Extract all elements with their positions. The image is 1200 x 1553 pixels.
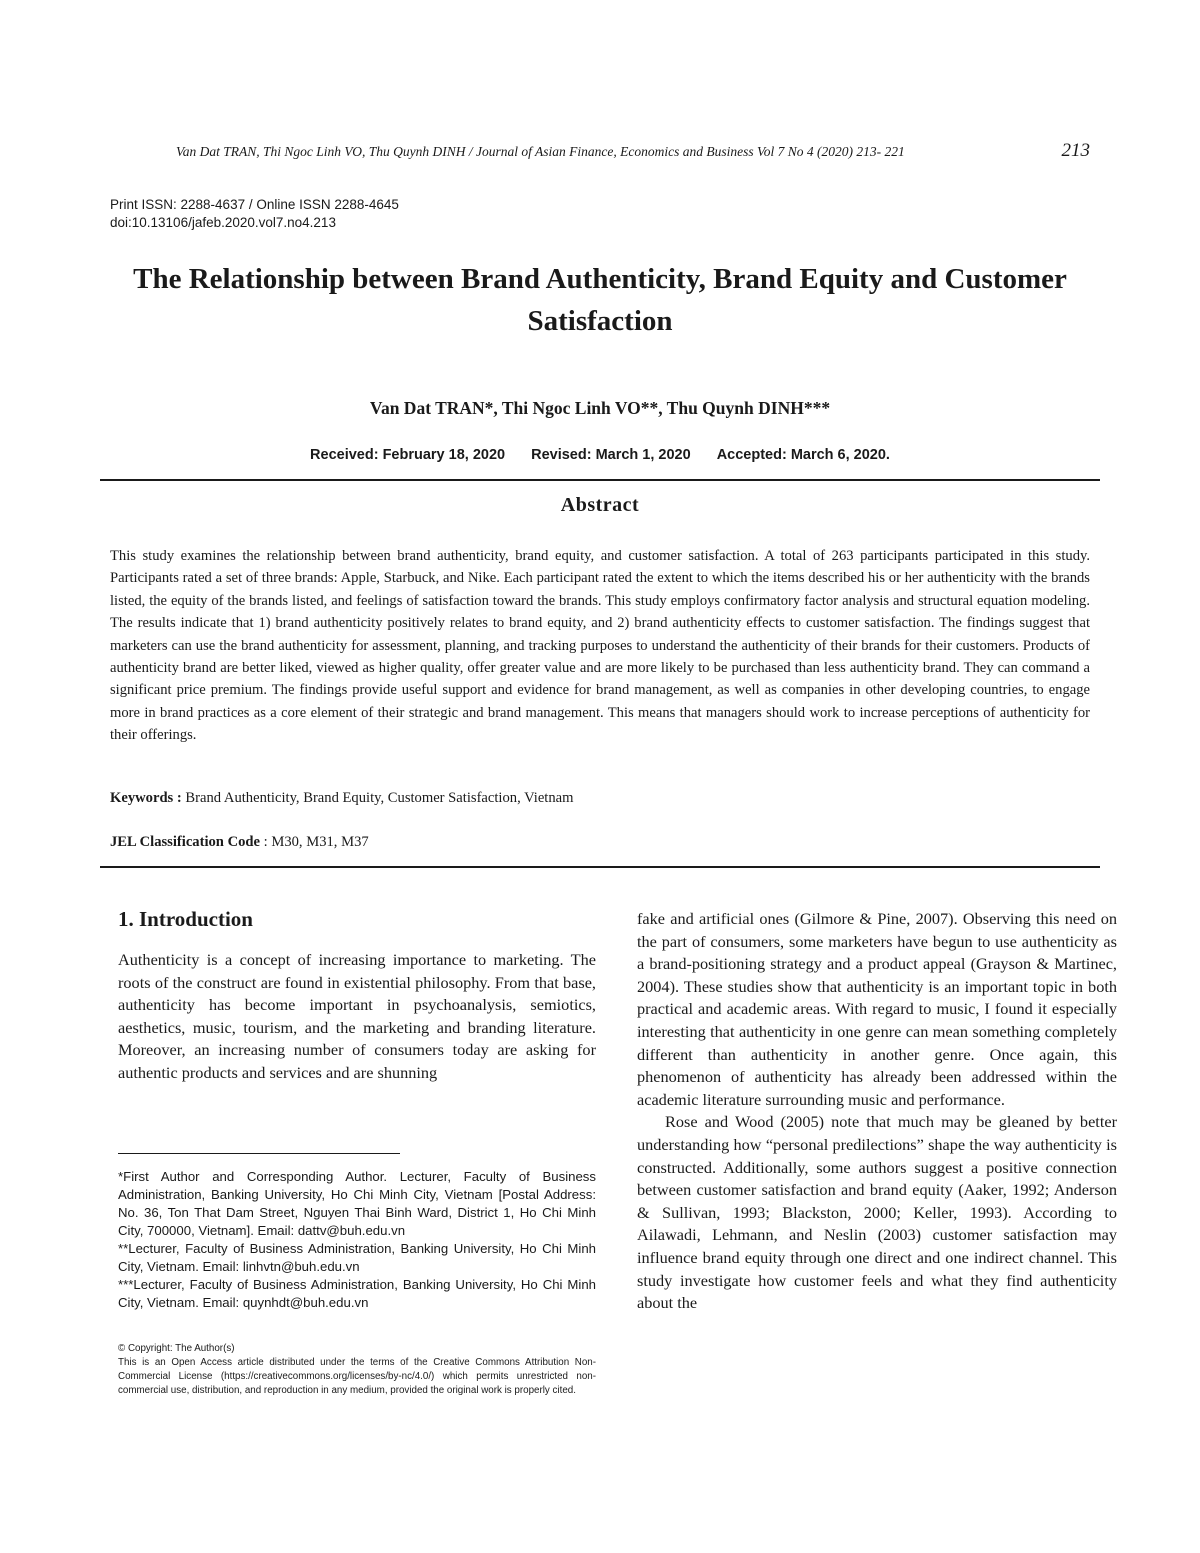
keywords [110,790,1090,807]
keywords-label: Keywords : [110,790,182,806]
right-column [637,908,1117,1315]
license-text: This is an Open Access article distributed under the terms of the Creative Commons Attribution Non-Commercial License (https://creativecommons.org/licenses/by-nc/4.0/) which permits unrestricted non-commercial use, distribution, and reproduction in any medium, provided the original work is properly cited. [118,1357,596,1396]
abstract-body: This study examines the relationship between brand authenticity, brand equity, and customer satisfaction. A total of 263 participants participated in this study. Participants rated a set of three brands: Apple, Starbuck, and Nike. Each participant rated the extent to which the items described his or her authenticity with the brands listed, the equity of the brands listed, and feelings of satisfaction toward the brands. This study employs confirmatory factor analysis and structural equation modeling. The results indicate that 1) brand authenticity positively relates to brand equity, and 2) brand authenticity effects to customer satisfaction. The findings suggest that marketers can use the brand authenticity for assessment, planning, and tracking purposes to understand the authenticity of their brands for their customers. Products of authenticity brand are better liked, viewed as higher quality, offer greater value and are more likely to be purchased than less authenticity brand. They can command a significant price premium. The findings provide useful support and evidence for brand management, as well as companies in other developing countries, to engage more in brand practices as a core element of their strategic and brand management. This means that managers should work to increase perceptions of authenticity for their offerings. [110,548,1090,744]
jel-value: : M30, M31, M37 [260,834,369,850]
running-header [150,140,1090,164]
issn-line: Print ISSN: 2288-4637 / Online ISSN 2288-4645 [110,197,399,212]
revised-date: Revised: March 1, 2020 [531,447,691,463]
author-list: Van Dat TRAN*, Thi Ngoc Linh VO**, Thu Quynh DINH*** [369,398,831,418]
jel-classification [110,834,1090,851]
intro-paragraph-2: Rose and Wood (2005) note that much may be gleaned by better understanding how “personal predilections” shape the way authenticity is constructed. Additionally, some authors suggest a positive connection between customer satisfaction and brand equity (Aaker, 1992; Anderson & Sullivan, 1993; Blackston, 2000; Keller, 1993). According to Ailawadi, Lehmann, and Neslin (2003) customer satisfaction may influence brand equity through one direct and one indirect channel. This study investigate how customer feels and what they find authenticity about the [637,1112,1117,1313]
paper-title: The Relationship between Brand Authenticity, Brand Equity and Customer Satisfaction [133,263,1067,337]
footnote-third-author: ***Lecturer, Faculty of Business Administration, Banking University, Ho Chi Minh City, Vietnam. Email: quynhdt@buh.edu.vn [118,1277,596,1310]
issn-block [110,196,399,232]
top-divider [100,479,1100,481]
keywords-value: Brand Authenticity, Brand Equity, Customer Satisfaction, Vietnam [181,790,574,806]
intro-paragraph-1-continued: fake and artificial ones (Gilmore & Pine, 2007). Observing this need on the part of consumers, some marketers have begun to use authenticity as a brand-positioning strategy and a product appeal (Grayson & Martinec, 2004). These studies show that authenticity is an important topic in both practical and academic areas. With regard to music, I found it especially interesting that authenticity in one genre can mean something completely different than authenticity in another genre. Once again, this phenomenon of authenticity has already been addressed within the academic literature surrounding music and performance. [637,909,1117,1109]
accepted-date: Accepted: March 6, 2020. [716,447,890,463]
received-date: Received: February 18, 2020 [310,447,506,463]
abstract-heading: Abstract [560,494,640,516]
submission-dates [100,447,1100,463]
author-footnotes [118,1168,596,1312]
intro-paragraph-1: Authenticity is a concept of increasing importance to marketing. The roots of the construct are found in existential philosophy. From that base, authenticity has become important in psychoanalysis, semiotics, aesthetics, music, tourism, and the marketing and branding literature. Moreover, an increasing number of consumers today are asking for authentic products and services and are shunning [118,950,596,1082]
copyright-line: © Copyright: The Author(s) [118,1343,235,1354]
doi-line: doi:10.13106/jafeb.2020.vol7.no4.213 [110,215,336,230]
left-column [118,905,596,1085]
footnote-divider [118,1153,400,1154]
section-heading-introduction: 1. Introduction [118,907,253,931]
jel-label: JEL Classification Code [110,834,261,850]
page-number: 213 [1061,140,1090,161]
running-header-text: Van Dat TRAN, Thi Ngoc Linh VO, Thu Quynh DINH / Journal of Asian Finance, Economics and Business Vol 7 No 4 (2020) 213- 221 [176,144,905,159]
bottom-divider [100,866,1100,868]
footnote-first-author: *First Author and Corresponding Author. Lecturer, Faculty of Business Administration, Banking University, Ho Chi Minh City, Vietnam [Postal Address: No. 36, Ton That Dam Street, Nguyen Thai Binh Ward, District 1, Ho Chi Minh City, 700000, Vietnam]. Email: dattv@buh.edu.vn [118,1169,596,1238]
copyright-notice [118,1342,596,1398]
footnote-second-author: **Lecturer, Faculty of Business Administration, Banking University, Ho Chi Minh City, Vietnam. Email: linhvtn@buh.edu.vn [118,1241,596,1274]
